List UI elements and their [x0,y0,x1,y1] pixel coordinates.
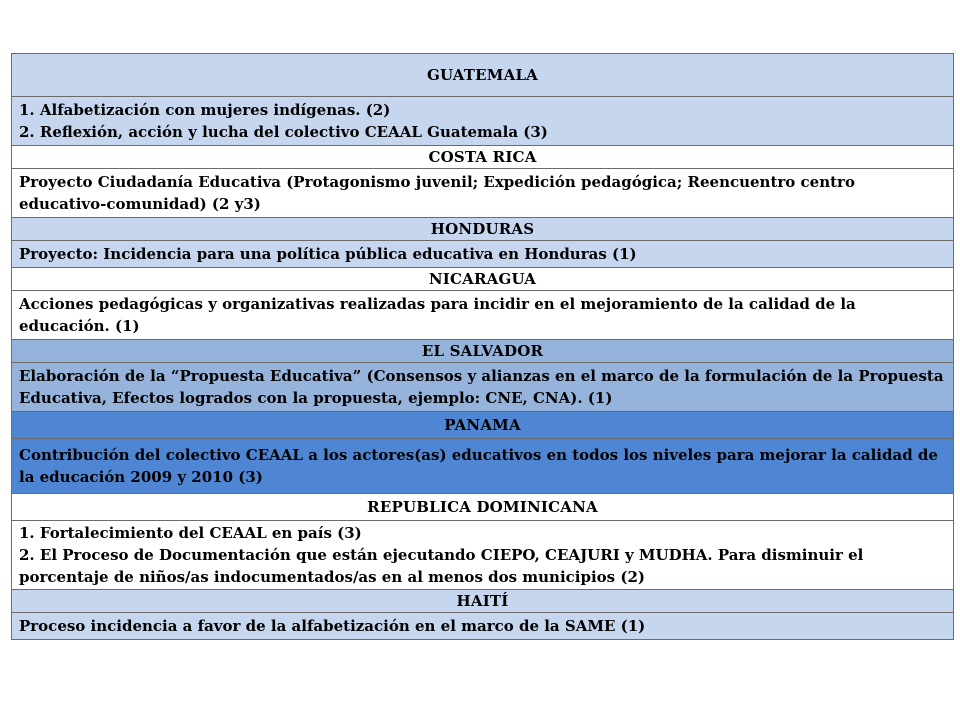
project-text: 2. El Proceso de Documentación que están ejecutando CIEPO, CEAJURI y MUDHA. Para disminuir el porcentaje de niños/as indocumentados/as en al menos dos municipios (2) [19,546,864,586]
country-name-nicaragua: NICARAGUA [12,268,954,291]
country-name-panama: PANAMA [12,412,954,439]
project-row [12,241,954,268]
project-cell-nicaragua [12,291,954,340]
project-text: Elaboración de la “Propuesta Educativa” (Consensos y alianzas en el marco de la formulación de la Propuesta Educativa, Efectos logrados con la propuesta, ejemplo: CNE, CNA). (1) [19,367,944,407]
country-header-row [12,590,954,613]
project-text: Proceso incidencia a favor de la alfabetización en el marco de la SAME (1) [19,617,646,635]
country-name-el-salvador: EL SALVADOR [12,340,954,363]
project-cell-panama [12,439,954,494]
project-row [12,97,954,146]
country-name-honduras: HONDURAS [12,218,954,241]
project-row [12,521,954,590]
project-row [12,291,954,340]
project-cell-hait [12,613,954,640]
project-row [12,169,954,218]
project-text: Contribución del colectivo CEAAL a los actores(as) educativos en todos los niveles para mejorar la calidad de la educación 2009 y 2010 (3) [19,446,938,486]
country-name-guatemala: GUATEMALA [12,54,954,97]
country-header-row [12,268,954,291]
project-text: 1. Alfabetización con mujeres indígenas. (2) [19,101,391,119]
project-cell-guatemala [12,97,954,146]
country-header-row [12,54,954,97]
project-text: 1. Fortalecimiento del CEAAL en país (3) [19,524,362,542]
project-row [12,613,954,640]
project-row [12,363,954,412]
project-cell-republica-dominicana [12,521,954,590]
country-name-costa-rica: COSTA RICA [12,146,954,169]
project-text: Acciones pedagógicas y organizativas realizadas para incidir en el mejoramiento de la calidad de la educación. (1) [19,295,856,335]
project-text: Proyecto Ciudadanía Educativa (Protagonismo juvenil; Expedición pedagógica; Reencuentro centro educativo-comunidad) (2 y3) [19,173,855,213]
project-row [12,439,954,494]
project-cell-honduras [12,241,954,268]
project-cell-el-salvador [12,363,954,412]
country-projects-table [11,53,954,640]
country-header-row [12,412,954,439]
table-body [12,54,954,640]
country-header-row [12,494,954,521]
country-header-row [12,340,954,363]
country-name-hait: HAITÍ [12,590,954,613]
country-header-row [12,146,954,169]
country-header-row [12,218,954,241]
country-name-republica-dominicana: REPUBLICA DOMINICANA [12,494,954,521]
project-text: 2. Reflexión, acción y lucha del colectivo CEAAL Guatemala (3) [19,123,548,141]
project-cell-costa-rica [12,169,954,218]
project-text: Proyecto: Incidencia para una política pública educativa en Honduras (1) [19,245,637,263]
